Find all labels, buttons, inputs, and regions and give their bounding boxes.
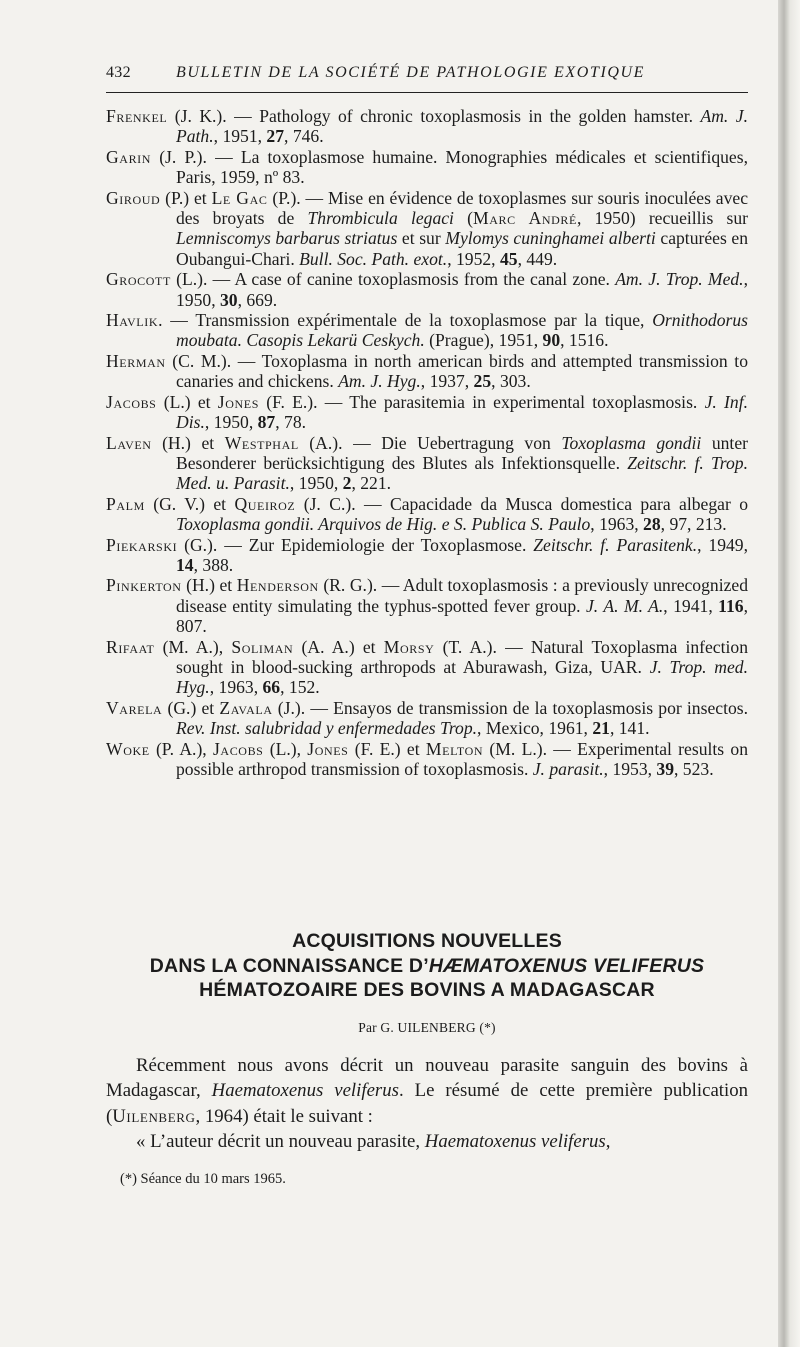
reference-text: , 1516. (560, 330, 609, 351)
reference-author: Jones (307, 738, 349, 759)
reference-author: Le Gac (211, 187, 268, 208)
reference-author: Laven (106, 432, 152, 453)
reference-author: Henderson (236, 575, 319, 596)
reference-text: , 1951, (213, 126, 267, 147)
reference-text: (M. A.), (154, 636, 232, 657)
running-title: BULLETIN DE LA SOCIÉTÉ DE PATHOLOGIE EXOTIQUE (176, 64, 646, 81)
reference-text: Toxoplasma gondii. Arquivos de Hig. e S. Publica S. Paulo (176, 514, 591, 535)
article-title-line-3: HÉMATOZOAIRE DES BOVINS A MADAGASCAR (199, 979, 655, 1002)
reference-text: (H.) et (181, 575, 237, 596)
reference-text: , 1937, (420, 371, 474, 392)
reference-entry (106, 188, 748, 270)
reference-text: , 1953, (603, 759, 657, 779)
reference-author: Jacobs (106, 391, 157, 412)
reference-text: , 669. (237, 289, 278, 310)
reference-text: , 1949, (697, 534, 748, 555)
reference-author: Westphal (224, 432, 299, 453)
reference-author: Queiroz (234, 493, 296, 514)
reference-text: et sur (397, 228, 446, 249)
reference-text: 21 (592, 718, 610, 739)
reference-text: 39 (656, 759, 674, 779)
reference-text: , 1950, (204, 412, 258, 433)
reference-text: Am. J. Trop. Med. (615, 269, 744, 290)
reference-entry (106, 494, 748, 535)
reference-author: Jones (217, 391, 259, 412)
reference-text: unter Besonderer berücksichtigung des Blutes als Infektionsquelle. (176, 432, 748, 473)
reference-author: Frenkel (106, 106, 168, 126)
reference-author: Varela (106, 697, 163, 718)
reference-text: , Mexico, 1961, (477, 718, 593, 739)
reference-entry (106, 433, 748, 494)
reference-author: Rifaat (106, 636, 155, 657)
reference-text: , 78. (275, 412, 307, 433)
reference-author: Marc André (473, 208, 577, 229)
reference-text: 116 (718, 595, 744, 616)
page-header (106, 64, 748, 88)
reference-text: J. Inf. Dis. (176, 391, 748, 433)
reference-entry (106, 535, 748, 576)
reference-text: , 1950, (176, 269, 748, 310)
reference-text: , 1941, (663, 595, 719, 616)
reference-text: , 141. (609, 718, 650, 739)
reference-text: capturées en Oubangui-Chari. (176, 228, 749, 269)
reference-text: (A. A.) et (293, 636, 384, 657)
reference-text: , 746. (284, 126, 324, 147)
reference-author: Herman (106, 350, 166, 371)
reference-text: 28 (643, 514, 661, 535)
reference-text: Zeitschr. f. Parasitenk. (533, 534, 698, 555)
reference-text: , 1952, (447, 248, 500, 269)
reference-entry (106, 310, 748, 351)
reference-text: Rev. Inst. salubridad y enfermedades Trop. (176, 718, 478, 739)
reference-text: (J. K.). — Pathology of chronic toxoplasmosis in the golden hamster. (167, 106, 701, 126)
reference-text: (F. E.) et (348, 738, 426, 759)
reference-author: Piekarski (106, 534, 178, 555)
reference-text: (P.) et (160, 187, 212, 208)
reference-text: (M. L.). — Experimental results on possible arthropod transmission of toxoplasmosis. (176, 738, 748, 779)
reference-text: , 807. (176, 595, 748, 637)
reference-text: 90 (542, 330, 561, 351)
reference-text: Ornithodorus moubata. Casopis Lekarü Ceskych. (176, 310, 748, 351)
reference-author: Garin (106, 146, 152, 167)
reference-text: (L.), (263, 738, 308, 759)
reference-text: Am. J. Hyg. (338, 371, 421, 392)
reference-entry (106, 392, 748, 433)
reference-entry (106, 351, 748, 392)
reference-text: (H.) et (151, 432, 225, 453)
reference-text: (J. P.). — La toxoplasmose humaine. Monographies médicales et scientifiques, Paris, 1959, nº 83. (151, 146, 748, 188)
reference-text: ( (453, 208, 474, 229)
reference-text: 30 (219, 289, 238, 310)
reference-text: (J.). — Ensayos de transmission de la toxoplasmosis por insectos. (272, 697, 749, 718)
reference-text: (L.). — A case of canine toxoplasmosis from the canal zone. (170, 269, 616, 290)
reference-text: J. Trop. med. Hyg. (176, 656, 748, 698)
reference-author: Woke (106, 738, 150, 759)
reference-text: Mylomys cuninghamei alberti (445, 228, 656, 249)
reference-text: (G.). — Zur Epidemiologie der Toxoplasmose. (177, 534, 534, 555)
reference-text: , 1950) recueillis sur (576, 208, 749, 229)
reference-text: , 1963, (209, 677, 263, 698)
reference-text: (J. C.). — Capacidade da Musca domestica para albegar o (295, 493, 748, 514)
reference-text: (A.). — Die Uebertragung von (298, 432, 562, 453)
reference-entry (106, 147, 748, 188)
reference-author: Palm (106, 493, 145, 514)
reference-text: (G. V.) et (144, 493, 235, 514)
reference-text: (T. A.). — Natural Toxoplasma infection sought in blood-sucking arthropods at Aburawash, Giza, UAR. (176, 636, 748, 677)
reference-text: (L.) et (156, 391, 218, 412)
reference-text: , 449. (517, 248, 558, 269)
reference-entry (106, 739, 748, 780)
reference-text: (P. A.), (149, 738, 213, 759)
reference-text: 2 (342, 473, 352, 494)
reference-text: Am. J. Path. (176, 106, 748, 147)
reference-text: . — Transmission expérimentale de la toxoplasmose par la tique, (158, 310, 653, 331)
page-number: 432 (106, 64, 131, 81)
body-paragraph-quote: « L’auteur décrit un nouveau parasite, Haematoxenus veliferus, (136, 1131, 611, 1153)
reference-author: Pinkerton (106, 575, 182, 596)
reference-text: , 303. (491, 371, 531, 392)
author-byline: Par G. UILENBERG (*) (358, 1020, 496, 1035)
reference-text: , 1963, (590, 514, 644, 535)
reference-text: J. parasit. (532, 759, 604, 779)
reference-text: (G.) et (162, 697, 220, 718)
page-edge-shadow (778, 0, 800, 1347)
reference-text: (F. E.). — The parasitemia in experimental toxoplasmosis. (258, 391, 705, 412)
reference-text: , 1950, (289, 473, 343, 494)
reference-entry (106, 106, 748, 147)
article-title-line-1: ACQUISITIONS NOUVELLES (292, 930, 562, 952)
reference-text: Toxoplasma gondii (561, 432, 702, 453)
reference-entry (106, 575, 748, 636)
reference-author: Giroud (106, 187, 161, 208)
reference-text: (Prague), 1951, (424, 330, 543, 351)
reference-author: Morsy (383, 636, 435, 657)
reference-text: , 97, 213. (660, 514, 727, 535)
reference-text: 45 (499, 248, 518, 269)
reference-text: (R. G.). — Adult toxoplasmosis : a previously unrecognized disease entity simulating the typhus-spotted fever group. (176, 575, 749, 616)
reference-text: Bull. Soc. Path. exot. (299, 248, 448, 269)
reference-author: Zavala (219, 697, 273, 718)
reference-text: 66 (262, 677, 281, 698)
reference-text: 25 (473, 371, 492, 392)
reference-author: Havlik (106, 310, 159, 331)
reference-text: 27 (266, 126, 285, 147)
reference-author: Melton (425, 738, 484, 759)
reference-text: 87 (257, 412, 276, 433)
reference-text: 14 (176, 554, 194, 575)
reference-text: , 523. (674, 759, 714, 779)
reference-text: (C. M.). — Toxoplasma in north american birds and attempted transmission to canaries and chickens. (165, 350, 748, 392)
body-paragraph: Récemment nous avons décrit un nouveau parasite sanguin des bovins à Madagascar, Haematoxenus veliferus. Le résumé de cette première publication (Uilenberg, 1964) était le suivant : (106, 1055, 748, 1127)
reference-text: J. A. M. A. (586, 595, 664, 616)
reference-author: Jacobs (212, 738, 264, 759)
reference-text: , 152. (280, 677, 320, 698)
reference-text: Zeitschr. f. Trop. Med. u. Parasit. (176, 452, 748, 494)
header-rule (106, 92, 748, 93)
article-title (106, 929, 748, 1003)
reference-text: , 388. (193, 554, 234, 575)
reference-text: , 221. (351, 473, 392, 494)
reference-entry (106, 698, 748, 739)
reference-entry (106, 637, 748, 698)
reference-list (106, 106, 748, 779)
reference-text: (P.). — Mise en évidence de toxoplasmes sur souris inoculées avec des broyats de (176, 187, 749, 229)
reference-author: Grocott (106, 269, 171, 290)
article-body (106, 1053, 748, 1155)
reference-entry (106, 269, 748, 310)
footnote: (*) Séance du 10 mars 1965. (120, 1171, 286, 1187)
article-title-line-2: DANS LA CONNAISSANCE D’HÆMATOXENUS VELIFERUS (149, 954, 705, 977)
reference-author: Soliman (231, 636, 294, 657)
reference-text: Thrombicula legaci (307, 208, 454, 229)
reference-text: Lemniscomys barbarus striatus (176, 228, 398, 249)
